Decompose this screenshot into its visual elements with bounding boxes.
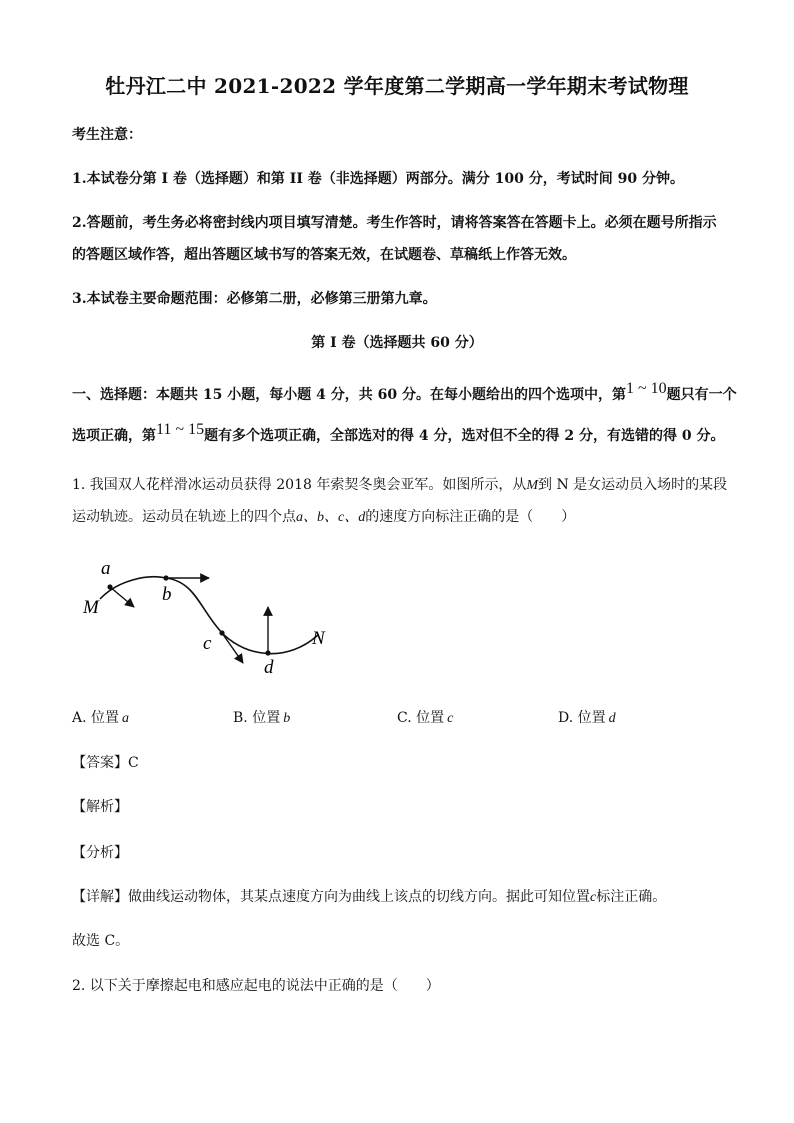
notice-item-3: 3.本试卷主要命题范围：必修第二册，必修第三册第九章。 (72, 291, 437, 307)
option-prefix: B. 位置 (233, 710, 281, 726)
label-d: d (264, 657, 274, 678)
instructions-text: 题只有一个 (666, 387, 737, 403)
option-c[interactable] (397, 707, 453, 727)
instructions-line-2 (72, 421, 725, 445)
instructions-text: 题有多个选项正确，全部选对的得 4 分，选对但不全的得 2 分，有选错的得 0 分。 (204, 428, 725, 444)
notice-item-1: 1.本试卷分第 I 卷（选择题）和第 II 卷（非选择题）两部分。满分 100 分，考试时间 90 分钟。 (72, 171, 684, 187)
option-b[interactable] (233, 707, 290, 727)
q1-text: 运动轨迹。运动员在轨迹上的四个点 (72, 509, 296, 525)
option-prefix: C. 位置 (397, 710, 445, 726)
option-var: a (122, 711, 130, 726)
question-1-line-1 (72, 474, 727, 494)
label-a: a (101, 558, 111, 579)
option-var: b (283, 711, 291, 726)
analysis-label: 【解析】 (72, 799, 128, 815)
multi-choice-range: 11 ~ 15 (156, 421, 205, 438)
trajectory-figure (78, 550, 348, 680)
question-1-line-2 (72, 506, 575, 526)
velocity-arrow-c (222, 633, 243, 663)
section-title: 第 I 卷（选择题共 60 分） (311, 335, 483, 351)
label-N: N (312, 628, 325, 649)
answer (72, 752, 139, 772)
question-2-stem: 2. 以下关于摩擦起电和感应起电的说法中正确的是（ ） (72, 978, 440, 994)
notice-item-2-line-2: 的答题区域作答，超出答题区域书写的答案无效，在试题卷、草稿纸上作答无效。 (72, 247, 576, 263)
answer-value: C (128, 755, 139, 771)
option-prefix: D. 位置 (558, 710, 606, 726)
detail-var: c (590, 890, 597, 905)
velocity-arrow-a (110, 587, 134, 607)
detail (72, 886, 666, 906)
single-choice-range: 1 ~ 10 (625, 380, 667, 397)
instructions-line-1 (72, 380, 737, 404)
fenxi-label: 【分析】 (72, 845, 128, 861)
instructions-text: 选项正确，第 (72, 428, 156, 444)
instructions-text: 一、选择题：本题共 15 小题，每小题 4 分，共 60 分。在每小题给出的四个选项中，第 (72, 387, 626, 403)
q1-points: a、b、c、d (296, 510, 366, 525)
detail-text: 标注正确。 (596, 889, 667, 905)
label-c: c (203, 633, 212, 654)
q1-text: 到 N 是女运动员入场时的某段 (538, 477, 728, 493)
page-title: 牡丹江二中 2021-2022 学年度第二学期高一学年期末考试物理 (105, 74, 689, 98)
option-a[interactable] (72, 707, 129, 727)
option-d[interactable] (558, 707, 616, 727)
notice-item-2-line-1: 2.答题前，考生务必将密封线内项目填写清楚。考生作答时，请将答案答在答题卡上。必须在题号所指示 (72, 215, 717, 231)
conclusion: 故选 C。 (72, 933, 130, 949)
q1-text: 1. 我国双人花样滑冰运动员获得 2018 年索契冬奥会亚军。如图所示，从 (72, 477, 527, 493)
option-prefix: A. 位置 (72, 710, 120, 726)
label-b: b (162, 584, 172, 605)
label-M: M (83, 597, 99, 618)
answer-label: 【答案】 (72, 755, 128, 771)
option-var: d (608, 711, 616, 726)
option-var: c (447, 711, 454, 726)
q1-var-M: M (526, 478, 539, 493)
detail-text: 【详解】做曲线运动物体，其某点速度方向为曲线上该点的切线方向。据此可知位置 (72, 889, 590, 905)
q1-text: 的速度方向标注正确的是（ ） (365, 509, 576, 525)
notice-heading: 考生注意： (72, 127, 142, 143)
